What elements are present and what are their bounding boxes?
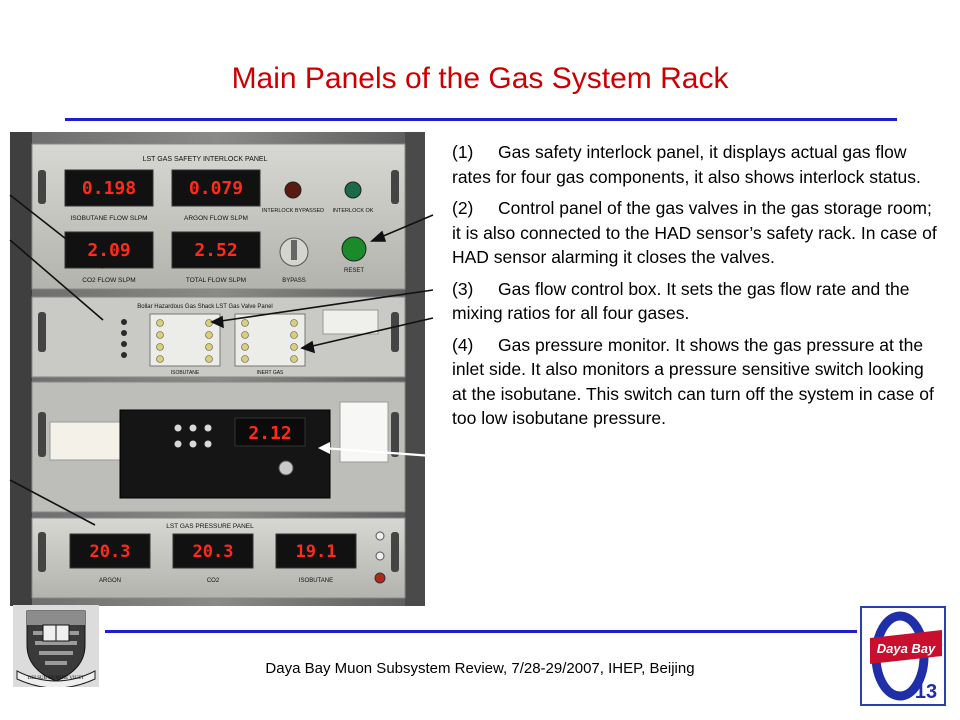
point-4: (4) Gas pressure monitor. It shows the gas pressure at the inlet side. It also monitors a pressure sensitive switch looking at the isobutane. This switch can turn off the system in case of too low isobutane pressure. [452, 334, 934, 428]
svg-text:ISOBUTANE FLOW SLPM: ISOBUTANE FLOW SLPM [70, 215, 148, 222]
pressure-panel-heading: LST GAS PRESSURE PANEL [166, 523, 254, 530]
flow-box-display: 2.12 [248, 423, 292, 444]
svg-text:DEI SUB NUMINE VIGET: DEI SUB NUMINE VIGET [27, 676, 85, 681]
point-list [452, 140, 942, 438]
svg-text:ARGON: ARGON [98, 578, 122, 584]
svg-text:2.52: 2.52 [194, 240, 238, 261]
interlock-panel-heading: LST GAS SAFETY INTERLOCK PANEL [142, 156, 268, 163]
daya-bay-logo [860, 606, 946, 706]
bottom-rule [105, 630, 857, 633]
point-3: (3) Gas flow control box. It sets the gas flow rate and the mixing ratios for all four gases. [452, 278, 910, 323]
svg-text:RESET: RESET [343, 268, 365, 274]
point-1: (1) Gas safety interlock panel, it displays actual gas flow rates for four gas components, it also shows interlock status. [452, 142, 921, 187]
svg-text:ARGON FLOW SLPM: ARGON FLOW SLPM [184, 215, 248, 222]
svg-text:Daya Bay: Daya Bay [876, 641, 936, 656]
svg-text:13: 13 [914, 681, 938, 703]
svg-text:ISOBUTANE: ISOBUTANE [298, 578, 334, 584]
svg-text:INERT GAS: INERT GAS [256, 370, 284, 376]
svg-text:CO2: CO2 [206, 578, 220, 584]
point-2: (2) Control panel of the gas valves in the gas storage room; it is also connected to the HAD sensor’s safety rack. In case of HAD sensor alarming it closes the valves. [452, 198, 937, 267]
svg-text:INTERLOCK OK: INTERLOCK OK [332, 208, 374, 214]
valve-panel-heading: Bollar Hazardous Gas Shack LST Gas Valve Panel [137, 304, 273, 310]
footer-text: Daya Bay Muon Subsystem Review, 7/28-29/2007, IHEP, Beijing [265, 660, 695, 677]
svg-text:CO2 FLOW SLPM: CO2 FLOW SLPM [82, 277, 136, 284]
svg-text:INTERLOCK BYPASSED: INTERLOCK BYPASSED [261, 208, 325, 214]
svg-text:20.3: 20.3 [89, 542, 131, 562]
svg-text:2.09: 2.09 [87, 240, 131, 261]
svg-text:BYPASS: BYPASS [282, 278, 306, 284]
svg-text:0.198: 0.198 [81, 178, 137, 199]
svg-text:19.1: 19.1 [295, 542, 337, 562]
slide-title: Main Panels of the Gas System Rack [231, 62, 729, 95]
svg-text:20.3: 20.3 [192, 542, 234, 562]
svg-text:TOTAL FLOW SLPM: TOTAL FLOW SLPM [185, 277, 247, 284]
svg-text:0.079: 0.079 [188, 178, 244, 199]
svg-text:ISOBUTANE: ISOBUTANE [170, 370, 200, 376]
